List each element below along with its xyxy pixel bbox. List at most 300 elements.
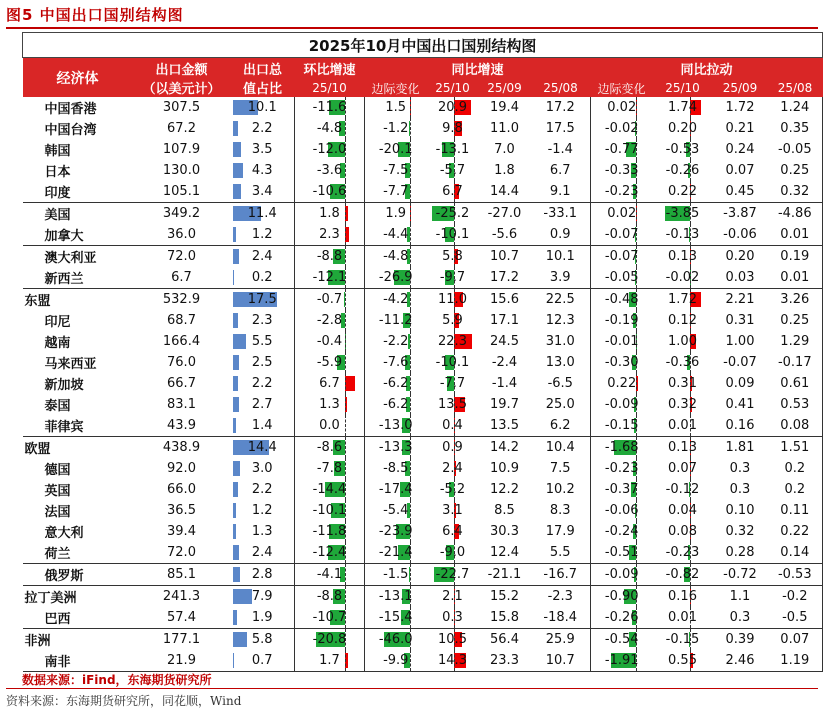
cell-pull-oct (653, 267, 713, 289)
cell-value-pull-chg: -0.77 (604, 142, 639, 157)
cell-pull-sep (713, 458, 768, 479)
share-bar (233, 503, 236, 518)
share-bar (233, 418, 237, 433)
zero-axis-line (410, 203, 411, 224)
cell-yoy-aug (531, 160, 591, 181)
cell-yoy-aug (531, 500, 591, 521)
cell-pull-sep (713, 203, 768, 225)
table-row (23, 267, 823, 289)
cell-value-pull-aug: 0.25 (780, 313, 810, 328)
zero-axis-line (345, 224, 346, 245)
cell-value-yoy-oct: 5.9 (442, 313, 463, 328)
cell-amount (133, 586, 231, 608)
cell-value-pull-sep: 0.3 (729, 482, 751, 497)
cell-value-share: 7.9 (251, 589, 273, 604)
cell-yoy-chg (365, 118, 427, 139)
cell-value-amount: 438.9 (162, 440, 201, 455)
table-row (23, 203, 823, 225)
cell-value-yoy-sep: -5.6 (491, 227, 518, 242)
cell-pull-aug (768, 373, 823, 394)
cell-value-pull-oct: 0.13 (668, 249, 697, 264)
cell-value-yoy-sep: 56.4 (490, 632, 519, 647)
cell-value-yoy-sep: 10.9 (490, 461, 519, 476)
cell-value-pull-aug: 1.19 (780, 653, 810, 668)
cell-mom (295, 267, 365, 289)
cell-value-yoy-chg: -2.2 (383, 334, 409, 349)
cell-value-yoy-chg: -11.2 (378, 313, 413, 328)
cell-yoy-aug (531, 181, 591, 203)
cell-mom (295, 542, 365, 564)
cell-value-pull-chg: -1.68 (604, 440, 639, 455)
cell-value-yoy-chg: -6.2 (383, 397, 409, 412)
table-title: 2025年10月中国出口国别结构图 (23, 33, 823, 58)
cell-yoy-sep (479, 586, 531, 608)
cell-value-amount: 92.0 (167, 461, 196, 476)
cell-value-amount: 307.5 (162, 100, 201, 115)
cell-yoy-chg (365, 160, 427, 181)
cell-yoy-sep (479, 181, 531, 203)
cell-amount (133, 542, 231, 564)
cell-pull-aug (768, 394, 823, 415)
cell-share (231, 394, 295, 415)
cell-value-yoy-oct: -10.1 (435, 227, 470, 242)
figure-label: 图5 中国出口国别结构图 (6, 6, 184, 24)
cell-yoy-sep (479, 607, 531, 629)
cell-value-yoy-oct: 0.4 (442, 418, 463, 433)
cell-share (231, 521, 295, 542)
cell-yoy-aug (531, 310, 591, 331)
cell-yoy-aug (531, 246, 591, 268)
cell-value-yoy-aug: 8.3 (549, 503, 571, 518)
cell-yoy-sep (479, 542, 531, 564)
cell-value-pull-oct: -3.85 (665, 206, 700, 221)
table-row (23, 564, 823, 586)
cell-value-yoy-aug: -2.3 (547, 589, 573, 604)
cell-yoy-chg (365, 458, 427, 479)
cell-value-pull-chg: -0.24 (604, 524, 639, 539)
cell-value-yoy-aug: 6.7 (549, 163, 571, 178)
cell-value-pull-sep: 0.20 (725, 249, 755, 264)
share-bar (233, 632, 248, 647)
row-label: 马来西亚 (44, 357, 97, 372)
cell-value-yoy-chg: -1.5 (383, 567, 409, 582)
cell-value-pull-sep: 0.3 (729, 610, 751, 625)
cell-pull-chg (591, 97, 653, 118)
cell-amount (133, 139, 231, 160)
cell-value-pull-aug: 0.61 (780, 376, 810, 391)
cell-yoy-chg (365, 310, 427, 331)
share-bar (233, 184, 242, 199)
cell-value-pull-aug: 0.01 (780, 227, 810, 242)
row-label: 菲律宾 (44, 420, 84, 435)
cell-value-yoy-aug: 25.9 (545, 632, 575, 647)
table-row (23, 310, 823, 331)
cell-amount (133, 437, 231, 459)
cell-value-pull-sep: 0.31 (725, 313, 755, 328)
cell-pull-sep (713, 267, 768, 289)
row-label: 越南 (44, 336, 71, 351)
header-mom: 环比增速 (295, 58, 365, 80)
cell-mom (295, 352, 365, 373)
share-bar (233, 121, 239, 136)
cell-value-pull-oct: -0.82 (665, 567, 700, 582)
cell-yoy-oct (427, 267, 479, 289)
cell-mom (295, 246, 365, 268)
cell-pull-aug (768, 310, 823, 331)
cell-value-yoy-chg: 1.5 (385, 100, 407, 115)
zero-axis-line (345, 246, 346, 267)
cell-pull-oct (653, 521, 713, 542)
zero-axis-line (410, 373, 411, 394)
header-export-amount-unit: （以美元计） (142, 81, 221, 97)
cell-value-amount: 67.2 (167, 121, 196, 136)
cell-yoy-oct (427, 246, 479, 268)
cell-value-amount: 177.1 (162, 632, 201, 647)
cell-pull-aug (768, 331, 823, 352)
row-label: 加拿大 (44, 229, 84, 244)
cell-yoy-sep (479, 564, 531, 586)
cell-yoy-sep (479, 650, 531, 672)
cell-yoy-oct (427, 479, 479, 500)
cell-pull-sep (713, 586, 768, 608)
cell-value-pull-sep: 1.00 (725, 334, 755, 349)
cell-yoy-oct (427, 500, 479, 521)
cell-pull-oct (653, 415, 713, 437)
cell-pull-aug (768, 564, 823, 586)
cell-value-yoy-chg: -4.8 (383, 249, 409, 264)
cell-value-amount: 241.3 (162, 589, 201, 604)
cell-yoy-chg (365, 203, 427, 225)
cell-share (231, 331, 295, 352)
cell-value-pull-oct: 0.12 (668, 313, 697, 328)
cell-pull-aug (768, 437, 823, 459)
cell-value-pull-oct: 0.04 (668, 503, 697, 518)
cell-value-pull-chg: -0.37 (604, 482, 639, 497)
cell-pull-oct (653, 437, 713, 459)
cell-yoy-chg (365, 224, 427, 246)
cell-value-pull-chg: 0.02 (607, 100, 637, 115)
cell-pull-aug (768, 203, 823, 225)
cell-value-pull-sep: 0.24 (725, 142, 755, 157)
cell-value-amount: 57.4 (167, 610, 196, 625)
cell-mom (295, 607, 365, 629)
row-label: 日本 (44, 165, 71, 180)
cell-yoy-chg (365, 415, 427, 437)
cell-share (231, 160, 295, 181)
cell-pull-chg (591, 289, 653, 311)
cell-value-yoy-chg: -13.1 (378, 589, 413, 604)
table-row (23, 97, 823, 118)
cell-yoy-sep (479, 415, 531, 437)
cell-value-pull-aug: -0.5 (782, 610, 808, 625)
cell-yoy-oct (427, 458, 479, 479)
cell-value-pull-chg: -0.05 (604, 270, 639, 285)
cell-mom (295, 437, 365, 459)
cell-value-pull-aug: 0.19 (780, 249, 810, 264)
cell-value-amount: 130.0 (162, 163, 201, 178)
cell-value-pull-aug: 0.32 (780, 184, 810, 199)
cell-amount (133, 289, 231, 311)
cell-value-pull-oct: -0.36 (665, 355, 700, 370)
share-bar (233, 461, 241, 476)
cell-value-pull-chg: -0.19 (604, 313, 639, 328)
cell-value-mom: -8.8 (316, 249, 343, 264)
row-label: 泰国 (44, 399, 71, 414)
cell-mom (295, 650, 365, 672)
cell-value-amount: 83.1 (167, 397, 196, 412)
cell-yoy-aug (531, 139, 591, 160)
zero-axis-line (345, 458, 346, 479)
cell-value-pull-sep: 1.72 (725, 100, 755, 115)
cell-pull-sep (713, 118, 768, 139)
cell-share (231, 586, 295, 608)
cell-value-yoy-oct: 13.5 (438, 397, 467, 412)
zero-axis-line (410, 564, 411, 585)
cell-value-pull-oct: 0.16 (668, 589, 697, 604)
zero-axis-line (345, 118, 346, 139)
cell-value-pull-oct: 1.74 (668, 100, 697, 115)
table-row (23, 373, 823, 394)
cell-value-pull-oct: 0.20 (668, 121, 697, 136)
cell-pull-oct (653, 289, 713, 311)
cell-amount (133, 607, 231, 629)
cell-value-yoy-chg: 1.9 (385, 206, 407, 221)
cell-yoy-sep (479, 203, 531, 225)
table-row (23, 479, 823, 500)
cell-value-pull-sep: 2.21 (725, 292, 755, 307)
row-label: 新加坡 (44, 378, 84, 393)
cell-value-mom: 1.7 (319, 653, 340, 668)
cell-pull-oct (653, 564, 713, 586)
cell-yoy-chg (365, 479, 427, 500)
cell-yoy-sep (479, 160, 531, 181)
cell-pull-chg (591, 181, 653, 203)
cell-yoy-aug (531, 97, 591, 118)
cell-pull-aug (768, 479, 823, 500)
cell-value-pull-chg: -0.33 (604, 163, 639, 178)
row-label: 非洲 (23, 629, 133, 651)
cell-value-pull-sep: 0.16 (725, 418, 755, 433)
cell-pull-chg (591, 139, 653, 160)
table-row (23, 224, 823, 246)
cell-value-yoy-chg: -46.0 (378, 632, 413, 647)
cell-pull-oct (653, 181, 713, 203)
cell-amount (133, 331, 231, 352)
cell-yoy-aug (531, 352, 591, 373)
cell-yoy-chg (365, 289, 427, 311)
cell-share (231, 118, 295, 139)
cell-yoy-aug (531, 415, 591, 437)
table-row (23, 139, 823, 160)
cell-yoy-chg (365, 181, 427, 203)
cell-value-share: 2.4 (251, 249, 273, 264)
cell-value-pull-aug: 0.2 (784, 461, 806, 476)
cell-value-share: 2.2 (251, 482, 273, 497)
cell-value-share: 2.2 (251, 376, 273, 391)
cell-yoy-chg (365, 352, 427, 373)
cell-pull-chg (591, 650, 653, 672)
cell-value-pull-chg: -0.09 (604, 397, 639, 412)
cell-yoy-sep (479, 118, 531, 139)
cell-yoy-sep (479, 394, 531, 415)
cell-value-pull-sep: 1.1 (729, 589, 751, 604)
zero-axis-line (345, 437, 346, 458)
cell-value-share: 2.3 (251, 313, 273, 328)
cell-value-amount: 85.1 (167, 567, 196, 582)
cell-pull-aug (768, 246, 823, 268)
cell-value-yoy-oct: 2.1 (442, 589, 463, 604)
cell-value-amount: 68.7 (167, 313, 196, 328)
cell-value-share: 2.4 (251, 545, 273, 560)
cell-value-pull-sep: 0.09 (725, 376, 755, 391)
cell-value-amount: 532.9 (162, 292, 201, 307)
cell-value-share: 5.5 (251, 334, 273, 349)
cell-yoy-aug (531, 629, 591, 651)
cell-value-yoy-aug: 10.2 (545, 482, 575, 497)
cell-value-pull-aug: -0.17 (777, 355, 812, 370)
cell-amount (133, 458, 231, 479)
cell-value-pull-chg: -0.02 (604, 121, 639, 136)
cell-value-yoy-aug: 10.7 (545, 653, 575, 668)
cell-pull-sep (713, 629, 768, 651)
cell-share (231, 629, 295, 651)
cell-yoy-chg (365, 331, 427, 352)
zero-axis-line (410, 289, 411, 310)
cell-pull-sep (713, 394, 768, 415)
cell-value-share: 14.4 (247, 440, 277, 455)
cell-pull-aug (768, 139, 823, 160)
cell-value-pull-aug: -0.53 (777, 567, 812, 582)
cell-pull-chg (591, 331, 653, 352)
cell-value-yoy-chg: -4.2 (383, 292, 409, 307)
cell-pull-sep (713, 97, 768, 118)
row-label: 法国 (44, 505, 71, 520)
cell-amount (133, 564, 231, 586)
cell-pull-oct (653, 224, 713, 246)
cell-pull-aug (768, 267, 823, 289)
cell-pull-chg (591, 246, 653, 268)
row-label: 印度 (44, 186, 71, 201)
row-label: 英国 (44, 484, 71, 499)
table-row (23, 181, 823, 203)
cell-mom (295, 139, 365, 160)
cell-value-yoy-oct: -13.1 (435, 142, 470, 157)
cell-value-pull-aug: 0.08 (780, 418, 810, 433)
cell-value-pull-aug: 0.2 (784, 482, 806, 497)
cell-value-amount: 36.5 (167, 503, 196, 518)
cell-yoy-aug (531, 650, 591, 672)
cell-value-yoy-chg: -8.5 (383, 461, 409, 476)
cell-mom (295, 203, 365, 225)
cell-value-yoy-chg: -7.6 (383, 355, 409, 370)
cell-value-yoy-chg: -17.4 (378, 482, 413, 497)
cell-pull-aug (768, 586, 823, 608)
zero-axis-line (345, 160, 346, 181)
cell-yoy-oct (427, 564, 479, 586)
cell-value-share: 11.4 (247, 206, 277, 221)
header-yoy-oct: 25/10 (427, 79, 479, 97)
cell-value-yoy-aug: 9.1 (549, 184, 571, 199)
cell-value-share: 0.7 (251, 653, 273, 668)
row-label: 韩国 (44, 144, 71, 159)
cell-value-mom: -11.8 (312, 524, 347, 539)
cell-mom (295, 331, 365, 352)
cell-value-pull-sep: 0.10 (725, 503, 755, 518)
cell-pull-aug (768, 650, 823, 672)
cell-amount (133, 394, 231, 415)
cell-value-yoy-sep: 30.3 (490, 524, 519, 539)
cell-share (231, 500, 295, 521)
cell-value-pull-aug: 0.14 (780, 545, 810, 560)
cell-value-yoy-sep: 15.8 (490, 610, 519, 625)
cell-yoy-sep (479, 331, 531, 352)
row-label: 德国 (44, 463, 71, 478)
cell-pull-chg (591, 352, 653, 373)
cell-amount (133, 629, 231, 651)
cell-pull-aug (768, 542, 823, 564)
cell-value-yoy-aug: 17.5 (545, 121, 575, 136)
cell-yoy-chg (365, 373, 427, 394)
row-label: 澳大利亚 (23, 246, 133, 268)
table-row (23, 160, 823, 181)
cell-yoy-chg (365, 267, 427, 289)
cell-value-amount: 72.0 (167, 249, 196, 264)
cell-value-yoy-oct: -9.7 (439, 270, 466, 285)
header-pull-aug: 25/08 (768, 79, 823, 97)
cell-value-yoy-oct: -25.2 (435, 206, 470, 221)
cell-value-pull-sep: 0.32 (725, 524, 755, 539)
cell-yoy-chg (365, 246, 427, 268)
cell-amount (133, 160, 231, 181)
cell-value-pull-oct: 0.13 (668, 440, 697, 455)
cell-amount (133, 97, 231, 118)
cell-value-yoy-sep: 17.2 (490, 270, 519, 285)
cell-yoy-oct (427, 373, 479, 394)
cell-amount (133, 373, 231, 394)
cell-value-pull-aug: 0.35 (780, 121, 810, 136)
cell-value-pull-chg: -1.91 (604, 653, 639, 668)
cell-yoy-aug (531, 118, 591, 139)
cell-value-amount: 105.1 (162, 184, 201, 199)
cell-value-pull-oct: -0.12 (665, 482, 700, 497)
cell-value-pull-aug: 1.29 (780, 334, 810, 349)
cell-value-yoy-chg: -20.1 (378, 142, 413, 157)
cell-pull-chg (591, 500, 653, 521)
cell-share (231, 97, 295, 118)
cell-pull-aug (768, 352, 823, 373)
export-structure-table (22, 32, 823, 672)
cell-yoy-chg (365, 139, 427, 160)
cell-value-yoy-aug: -16.7 (543, 567, 578, 582)
cell-value-yoy-sep: 1.8 (494, 163, 515, 178)
cell-value-pull-sep: 0.45 (725, 184, 755, 199)
cell-value-amount: 39.4 (167, 524, 196, 539)
cell-yoy-sep (479, 224, 531, 246)
cell-value-pull-oct: 0.07 (668, 461, 697, 476)
cell-share (231, 458, 295, 479)
cell-amount (133, 203, 231, 225)
cell-value-yoy-chg: -4.4 (383, 227, 409, 242)
table-row (23, 500, 823, 521)
table-row (23, 352, 823, 373)
cell-value-mom: 2.3 (319, 227, 340, 242)
cell-value-yoy-sep: 14.2 (490, 440, 519, 455)
cell-value-share: 10.1 (247, 100, 277, 115)
cell-value-share: 2.2 (251, 121, 273, 136)
cell-pull-oct (653, 203, 713, 225)
row-label: 意大利 (44, 526, 84, 541)
row-label: 中国台湾 (44, 123, 97, 138)
